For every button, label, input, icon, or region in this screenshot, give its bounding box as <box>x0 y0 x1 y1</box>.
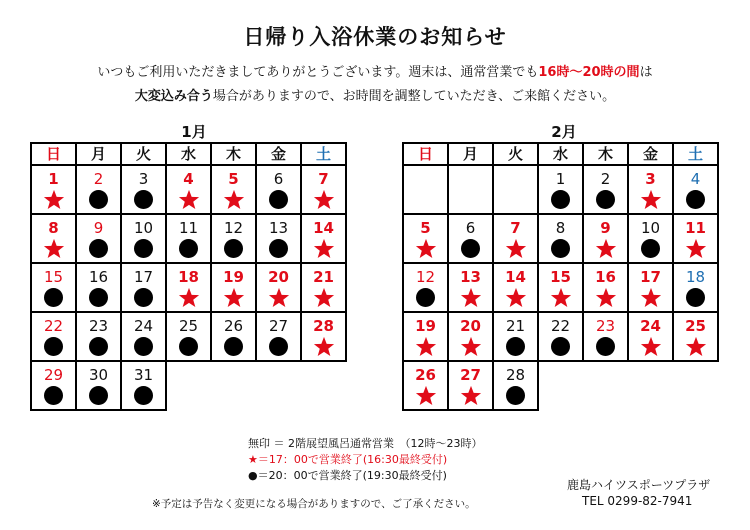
dot-icon <box>134 190 153 209</box>
january-calendar <box>30 142 347 411</box>
calendar-day <box>121 165 166 214</box>
intro-peak-hours: 16時〜20時の間 <box>538 65 640 80</box>
day-mark <box>32 189 75 211</box>
calendar-day <box>301 263 346 312</box>
day-number: 5 <box>420 219 431 237</box>
day-mark <box>212 287 255 309</box>
day-number: 25 <box>178 317 199 335</box>
calendar-day <box>538 165 583 214</box>
calendar-day <box>628 312 673 361</box>
day-mark <box>212 189 255 211</box>
calendar-week <box>403 361 718 410</box>
dot-icon <box>134 386 153 405</box>
empty-cell <box>301 361 346 410</box>
day-number: 26 <box>223 317 244 335</box>
dot-icon <box>224 337 243 356</box>
day-number: 6 <box>465 219 476 237</box>
day-mark <box>674 189 717 211</box>
weekday-header: 土 <box>301 143 346 165</box>
star-icon <box>313 287 335 309</box>
calendar-day <box>121 361 166 410</box>
weekday-header: 金 <box>256 143 301 165</box>
calendar-day <box>493 165 538 214</box>
star-icon <box>640 287 662 309</box>
dot-icon <box>89 337 108 356</box>
day-mark <box>494 287 537 309</box>
dot-icon <box>551 239 570 258</box>
day-number <box>404 169 447 189</box>
day-number <box>494 169 537 189</box>
calendar-day <box>166 165 211 214</box>
dot-icon <box>416 288 435 307</box>
intro-crowded: 大変込み合う <box>134 89 213 104</box>
day-number: 23 <box>88 317 109 335</box>
calendar-day <box>628 214 673 263</box>
day-number: 26 <box>415 366 436 384</box>
day-number: 21 <box>505 317 526 335</box>
day-mark <box>449 238 492 260</box>
dot-icon <box>89 386 108 405</box>
calendar-day <box>403 214 448 263</box>
day-mark-none <box>404 189 447 211</box>
intro-line-1 <box>0 62 750 84</box>
day-mark <box>77 385 120 407</box>
day-number: 28 <box>313 317 334 335</box>
star-icon <box>505 238 527 260</box>
calendar-day <box>448 214 493 263</box>
calendar-day <box>448 361 493 410</box>
day-mark <box>302 287 345 309</box>
dot-icon <box>596 337 615 356</box>
day-mark <box>539 336 582 358</box>
day-mark <box>674 336 717 358</box>
day-number <box>449 169 492 189</box>
calendar-day <box>493 361 538 410</box>
star-icon <box>223 189 245 211</box>
dot-icon <box>269 337 288 356</box>
day-number: 4 <box>183 170 194 188</box>
calendar-day <box>166 263 211 312</box>
day-mark <box>122 336 165 358</box>
day-mark <box>674 287 717 309</box>
star-icon <box>505 287 527 309</box>
calendar-day <box>301 312 346 361</box>
day-mark <box>494 385 537 407</box>
calendar-day <box>76 312 121 361</box>
dot-icon <box>551 337 570 356</box>
day-number: 2 <box>93 170 104 188</box>
day-mark <box>494 238 537 260</box>
day-mark <box>539 238 582 260</box>
dot-icon <box>269 239 288 258</box>
february-calendar <box>402 142 719 411</box>
star-icon <box>223 287 245 309</box>
calendar-day <box>403 312 448 361</box>
calendar-day <box>76 165 121 214</box>
calendar-day <box>403 263 448 312</box>
facility-name: 鹿島ハイツスポーツプラザ <box>567 478 711 492</box>
calendar-day <box>31 214 76 263</box>
day-number: 5 <box>228 170 239 188</box>
weekday-header: 日 <box>31 143 76 165</box>
day-mark-none <box>494 189 537 211</box>
day-mark <box>449 336 492 358</box>
calendar-day <box>583 263 628 312</box>
facility-tel: TEL 0299-82-7941 <box>582 494 693 508</box>
day-number: 8 <box>48 219 59 237</box>
dot-icon <box>89 239 108 258</box>
legend-star-text: ＝17：00で営業終了(16:30最終受付) <box>257 453 448 466</box>
day-mark <box>449 385 492 407</box>
weekday-header: 日 <box>403 143 448 165</box>
weekday-header: 月 <box>448 143 493 165</box>
star-icon <box>268 287 290 309</box>
calendar-day <box>211 312 256 361</box>
calendar-day <box>31 312 76 361</box>
day-mark <box>32 385 75 407</box>
calendar-week <box>403 165 718 214</box>
calendar-day <box>256 214 301 263</box>
day-number: 14 <box>505 268 526 286</box>
day-mark <box>302 336 345 358</box>
calendar-day <box>76 214 121 263</box>
day-mark <box>449 287 492 309</box>
calendar-day <box>256 263 301 312</box>
day-mark <box>404 385 447 407</box>
day-mark <box>629 287 672 309</box>
intro-text-c: は <box>639 65 653 80</box>
calendar-day <box>448 263 493 312</box>
calendar-day <box>256 312 301 361</box>
star-icon <box>43 189 65 211</box>
day-number: 25 <box>685 317 706 335</box>
day-mark <box>674 238 717 260</box>
day-mark <box>257 238 300 260</box>
day-number: 22 <box>43 317 64 335</box>
day-number: 21 <box>313 268 334 286</box>
day-mark <box>584 238 627 260</box>
weekday-header: 土 <box>673 143 718 165</box>
day-mark <box>494 336 537 358</box>
day-number: 17 <box>133 268 154 286</box>
day-mark <box>77 336 120 358</box>
calendar-day <box>211 214 256 263</box>
day-mark <box>167 238 210 260</box>
day-mark <box>404 336 447 358</box>
day-number: 14 <box>313 219 334 237</box>
dot-icon <box>461 239 480 258</box>
day-mark <box>584 287 627 309</box>
day-number: 15 <box>43 268 64 286</box>
dot-icon <box>686 190 705 209</box>
day-number: 11 <box>178 219 199 237</box>
calendar-week <box>31 214 346 263</box>
legend-dot-symbol: ● <box>248 469 258 482</box>
calendar-day <box>673 214 718 263</box>
weekday-header: 金 <box>628 143 673 165</box>
calendar-day <box>211 165 256 214</box>
intro-text-a: いつもご利用いただきましてありがとうございます。週末は、通常営業でも <box>97 65 539 80</box>
legend-dot <box>248 468 447 484</box>
day-number: 8 <box>555 219 566 237</box>
legend-dot-text: ＝20：00で営業終了(19:30最終受付) <box>257 469 447 482</box>
empty-cell <box>211 361 256 410</box>
weekday-header: 木 <box>583 143 628 165</box>
day-mark <box>167 287 210 309</box>
dot-icon <box>179 239 198 258</box>
day-mark <box>77 189 120 211</box>
legend-no-mark: 無印 ＝ 2階展望風呂通常営業 （12時〜23時） <box>248 437 483 450</box>
day-number: 1 <box>555 170 566 188</box>
star-icon <box>460 336 482 358</box>
day-number: 7 <box>510 219 521 237</box>
calendar-day <box>76 361 121 410</box>
day-mark <box>629 336 672 358</box>
day-number: 19 <box>223 268 244 286</box>
dot-icon <box>179 337 198 356</box>
calendar-day <box>31 361 76 410</box>
star-icon <box>685 238 707 260</box>
dot-icon <box>506 386 525 405</box>
calendar-week <box>31 165 346 214</box>
calendar-day <box>448 165 493 214</box>
day-mark <box>32 336 75 358</box>
calendar-day <box>403 165 448 214</box>
calendar-week <box>403 263 718 312</box>
day-mark <box>629 238 672 260</box>
star-icon <box>313 238 335 260</box>
calendar-day <box>448 312 493 361</box>
day-number: 2 <box>600 170 611 188</box>
legend-star-symbol: ★ <box>248 453 258 466</box>
day-mark <box>122 189 165 211</box>
day-mark <box>122 385 165 407</box>
calendar-day <box>301 165 346 214</box>
february-label: 2月 <box>551 123 577 141</box>
day-number: 24 <box>640 317 661 335</box>
day-number: 18 <box>685 268 706 286</box>
dot-icon <box>269 190 288 209</box>
calendar-week <box>403 214 718 263</box>
dot-icon <box>89 190 108 209</box>
day-number: 15 <box>550 268 571 286</box>
day-mark <box>32 238 75 260</box>
day-number: 4 <box>690 170 701 188</box>
dot-icon <box>134 288 153 307</box>
star-icon <box>415 238 437 260</box>
star-icon <box>460 287 482 309</box>
day-number: 27 <box>268 317 289 335</box>
day-number: 13 <box>460 268 481 286</box>
calendar-day <box>628 263 673 312</box>
day-number: 22 <box>550 317 571 335</box>
day-number: 31 <box>133 366 154 384</box>
legend-star <box>248 452 447 468</box>
calendar-day <box>403 361 448 410</box>
intro-text-d: 場合がありますので、お時間を調整していただき、ご来館ください。 <box>212 89 616 104</box>
day-mark <box>77 238 120 260</box>
notice-title: 日帰り入浴休業のお知らせ <box>243 25 507 49</box>
calendar-day <box>493 263 538 312</box>
calendar-day <box>166 214 211 263</box>
day-number: 16 <box>88 268 109 286</box>
day-mark <box>167 336 210 358</box>
dot-icon <box>551 190 570 209</box>
day-number: 16 <box>595 268 616 286</box>
day-mark-none <box>449 189 492 211</box>
day-number: 17 <box>640 268 661 286</box>
day-number: 9 <box>600 219 611 237</box>
day-mark <box>584 189 627 211</box>
day-number: 12 <box>223 219 244 237</box>
day-number: 18 <box>178 268 199 286</box>
empty-cell <box>166 361 211 410</box>
day-mark <box>257 189 300 211</box>
star-icon <box>43 238 65 260</box>
calendar-day <box>538 263 583 312</box>
star-icon <box>640 189 662 211</box>
day-number: 23 <box>595 317 616 335</box>
calendar-day <box>628 165 673 214</box>
day-number: 20 <box>268 268 289 286</box>
calendar-day <box>256 165 301 214</box>
calendar-week <box>31 312 346 361</box>
empty-cell <box>673 361 718 410</box>
star-icon <box>595 287 617 309</box>
calendar-day <box>583 165 628 214</box>
day-number: 12 <box>415 268 436 286</box>
star-icon <box>313 336 335 358</box>
calendar-day <box>301 214 346 263</box>
day-number: 29 <box>43 366 64 384</box>
day-mark <box>122 238 165 260</box>
star-icon <box>595 238 617 260</box>
star-icon <box>460 385 482 407</box>
calendar-week <box>403 312 718 361</box>
calendar-day <box>493 312 538 361</box>
weekday-header: 月 <box>76 143 121 165</box>
day-mark <box>77 287 120 309</box>
calendar-day <box>538 214 583 263</box>
star-icon <box>415 336 437 358</box>
calendar-day <box>121 312 166 361</box>
calendar-day <box>211 263 256 312</box>
calendar-week <box>31 361 346 410</box>
empty-cell <box>538 361 583 410</box>
day-mark <box>302 238 345 260</box>
day-number: 13 <box>268 219 289 237</box>
calendar-day <box>493 214 538 263</box>
star-icon <box>640 336 662 358</box>
day-mark <box>212 336 255 358</box>
calendar-day <box>583 312 628 361</box>
day-mark <box>404 238 447 260</box>
day-number: 10 <box>640 219 661 237</box>
day-number: 6 <box>273 170 284 188</box>
weekday-header: 水 <box>166 143 211 165</box>
empty-cell <box>628 361 673 410</box>
day-mark <box>629 189 672 211</box>
day-number: 20 <box>460 317 481 335</box>
calendar-day <box>31 263 76 312</box>
day-number: 30 <box>88 366 109 384</box>
day-mark <box>539 189 582 211</box>
day-number: 11 <box>685 219 706 237</box>
star-icon <box>415 385 437 407</box>
day-number: 1 <box>48 170 59 188</box>
day-number: 9 <box>93 219 104 237</box>
dot-icon <box>686 288 705 307</box>
star-icon <box>685 336 707 358</box>
dot-icon <box>506 337 525 356</box>
weekday-header: 火 <box>493 143 538 165</box>
day-mark <box>167 189 210 211</box>
schedule-note: ※予定は予告なく変更になる場合がありますので、ご了承ください。 <box>152 498 476 510</box>
weekday-header: 火 <box>121 143 166 165</box>
january-label: 1月 <box>181 123 207 141</box>
day-number: 10 <box>133 219 154 237</box>
weekday-header: 水 <box>538 143 583 165</box>
calendar-day <box>121 214 166 263</box>
dot-icon <box>134 239 153 258</box>
day-mark <box>32 287 75 309</box>
day-number: 28 <box>505 366 526 384</box>
empty-cell <box>256 361 301 410</box>
calendar-week <box>31 263 346 312</box>
dot-icon <box>44 386 63 405</box>
calendar-day <box>31 165 76 214</box>
intro-line-2 <box>0 86 750 108</box>
star-icon <box>313 189 335 211</box>
day-mark <box>212 238 255 260</box>
calendar-day <box>538 312 583 361</box>
day-mark <box>539 287 582 309</box>
calendar-day <box>673 312 718 361</box>
empty-cell <box>583 361 628 410</box>
star-icon <box>178 189 200 211</box>
dot-icon <box>596 190 615 209</box>
dot-icon <box>44 288 63 307</box>
day-mark <box>584 336 627 358</box>
dot-icon <box>641 239 660 258</box>
calendar-day <box>673 165 718 214</box>
day-number: 27 <box>460 366 481 384</box>
dot-icon <box>89 288 108 307</box>
day-mark <box>302 189 345 211</box>
day-number: 7 <box>318 170 329 188</box>
day-mark <box>404 287 447 309</box>
star-icon <box>178 287 200 309</box>
dot-icon <box>44 337 63 356</box>
calendar-day <box>76 263 121 312</box>
day-number: 24 <box>133 317 154 335</box>
dot-icon <box>224 239 243 258</box>
day-mark <box>122 287 165 309</box>
star-icon <box>550 287 572 309</box>
day-mark <box>257 336 300 358</box>
day-number: 3 <box>645 170 656 188</box>
calendar-day <box>121 263 166 312</box>
day-number: 19 <box>415 317 436 335</box>
calendar-day <box>673 263 718 312</box>
calendar-day <box>583 214 628 263</box>
day-number: 3 <box>138 170 149 188</box>
weekday-header: 木 <box>211 143 256 165</box>
calendar-day <box>166 312 211 361</box>
dot-icon <box>134 337 153 356</box>
day-mark <box>257 287 300 309</box>
